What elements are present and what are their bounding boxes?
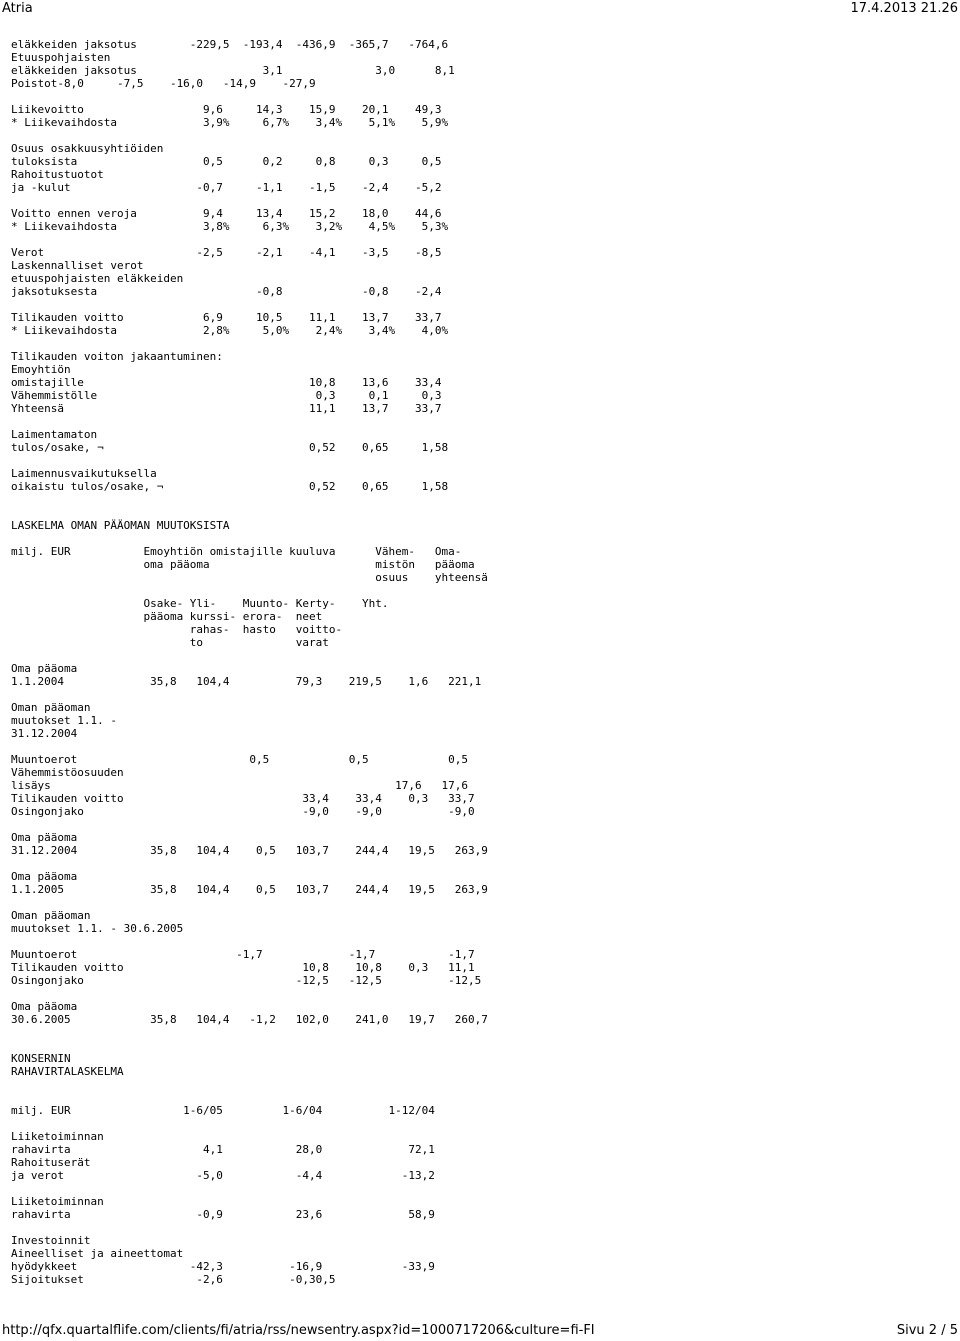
header-title: Atria xyxy=(2,1,33,16)
report-line: Oma pääoma xyxy=(11,1000,78,1013)
report-line: muutokset 1.1. - xyxy=(11,714,117,727)
report-line: Yhteensä 11,1 13,7 33,7 xyxy=(11,402,442,415)
report-line xyxy=(11,649,941,662)
report-line: rahas- hasto voitto- xyxy=(11,623,343,636)
report-line: Sijoitukset -2,6 -0,30,5 xyxy=(11,1273,336,1286)
report-line: LASKELMA OMAN PÄÄOMAN MUUTOKSISTA xyxy=(11,519,230,532)
report-line xyxy=(11,688,941,701)
report-line: etuuspohjaisten eläkkeiden xyxy=(11,272,184,285)
report-line xyxy=(11,194,941,207)
report-line: pääoma kurssi- erora- neet xyxy=(11,610,323,623)
print-header xyxy=(0,0,960,18)
report-line: Verot -2,5 -2,1 -4,1 -3,5 -8,5 xyxy=(11,246,442,259)
report-line: Tilikauden voiton jakaantuminen: xyxy=(11,350,223,363)
report-line: muutokset 1.1. - 30.6.2005 xyxy=(11,922,184,935)
report-line: to varat xyxy=(11,636,329,649)
report-line xyxy=(11,1026,941,1039)
report-line xyxy=(11,1039,941,1052)
report-line: * Liikevaihdosta 3,8% 6,3% 3,2% 4,5% 5,3% xyxy=(11,220,449,233)
report-line: ja verot -5,0 -4,4 -13,2 xyxy=(11,1169,435,1182)
report-line: Oma pääoma xyxy=(11,662,78,675)
report-line xyxy=(11,1078,941,1091)
footer-page-number: Sivu 2 / 5 xyxy=(896,1323,958,1338)
report-line: Liikevoitto 9,6 14,3 15,9 20,1 49,3 xyxy=(11,103,442,116)
report-line: Tilikauden voitto 10,8 10,8 0,3 11,1 xyxy=(11,961,475,974)
report-line xyxy=(11,506,941,519)
report-line: RAHAVIRTALASKELMA xyxy=(11,1065,124,1078)
report-line xyxy=(11,1117,941,1130)
report-line: milj. EUR 1-6/05 1-6/04 1-12/04 xyxy=(11,1104,435,1117)
report-line: rahavirta 4,1 28,0 72,1 xyxy=(11,1143,435,1156)
report-line xyxy=(11,415,941,428)
report-line xyxy=(11,298,941,311)
report-body xyxy=(11,38,941,1303)
report-line: Osingonjako -12,5 -12,5 -12,5 xyxy=(11,974,482,987)
report-line: tulos/osake, ¬ 0,52 0,65 1,58 xyxy=(11,441,449,454)
report-line: eläkkeiden jaksotus -229,5 -193,4 -436,9 -365,7 -764,6 xyxy=(11,38,449,51)
report-line xyxy=(11,1182,941,1195)
report-line: Voitto ennen veroja 9,4 13,4 15,2 18,0 44,6 xyxy=(11,207,442,220)
report-line xyxy=(11,857,941,870)
report-line: milj. EUR Emoyhtiön omistajille kuuluva Vähem- Oma- xyxy=(11,545,462,558)
report-line: rahavirta -0,9 23,6 58,9 xyxy=(11,1208,435,1221)
report-line: hyödykkeet -42,3 -16,9 -33,9 xyxy=(11,1260,435,1273)
report-line: 31.12.2004 xyxy=(11,727,78,740)
report-line: 31.12.2004 35,8 104,4 0,5 103,7 244,4 19,5 263,9 xyxy=(11,844,488,857)
report-line xyxy=(11,896,941,909)
report-line: 1.1.2004 35,8 104,4 79,3 219,5 1,6 221,1 xyxy=(11,675,482,688)
report-line: Oma pääoma xyxy=(11,870,78,883)
report-line: Oman pääoman xyxy=(11,909,91,922)
report-line: eläkkeiden jaksotus 3,1 3,0 8,1 xyxy=(11,64,455,77)
report-line xyxy=(11,740,941,753)
report-line xyxy=(11,1221,941,1234)
report-line: Osingonjako -9,0 -9,0 -9,0 xyxy=(11,805,475,818)
print-footer xyxy=(0,1322,960,1340)
report-line: Liiketoiminnan xyxy=(11,1130,104,1143)
report-line xyxy=(11,1091,941,1104)
report-line xyxy=(11,90,941,103)
report-line: Muuntoerot 0,5 0,5 0,5 xyxy=(11,753,468,766)
report-line xyxy=(11,493,941,506)
report-line xyxy=(11,584,941,597)
report-line: Rahoitustuotot xyxy=(11,168,104,181)
report-line: Aineelliset ja aineettomat xyxy=(11,1247,184,1260)
report-line: Oma pääoma xyxy=(11,831,78,844)
report-line: 30.6.2005 35,8 104,4 -1,2 102,0 241,0 19,7 260,7 xyxy=(11,1013,488,1026)
report-line xyxy=(11,935,941,948)
report-line xyxy=(11,129,941,142)
report-line: Muuntoerot -1,7 -1,7 -1,7 xyxy=(11,948,475,961)
report-line: Liiketoiminnan xyxy=(11,1195,104,1208)
report-line: Oman pääoman xyxy=(11,701,91,714)
report-line: ja -kulut -0,7 -1,1 -1,5 -2,4 -5,2 xyxy=(11,181,442,194)
report-line: Laskennalliset verot xyxy=(11,259,144,272)
report-line: Rahoituserät xyxy=(11,1156,91,1169)
report-line: Poistot-8,0 -7,5 -16,0 -14,9 -27,9 xyxy=(11,77,316,90)
report-line: lisäys 17,6 17,6 xyxy=(11,779,468,792)
report-line: Vähemmistölle 0,3 0,1 0,3 xyxy=(11,389,442,402)
report-line: Laimentamaton xyxy=(11,428,98,441)
report-line: Vähemmistöosuuden xyxy=(11,766,124,779)
report-line: Osake- Yli- Muunto- Kerty- Yht. xyxy=(11,597,389,610)
header-datetime: 17.4.2013 21.26 xyxy=(850,1,958,16)
report-line: Emoyhtiön xyxy=(11,363,71,376)
report-line: omistajille 10,8 13,6 33,4 xyxy=(11,376,442,389)
report-line xyxy=(11,987,941,1000)
report-line: * Liikevaihdosta 2,8% 5,0% 2,4% 3,4% 4,0% xyxy=(11,324,449,337)
report-line: Etuuspohjaisten xyxy=(11,51,111,64)
report-line: Osuus osakkuusyhtiöiden xyxy=(11,142,164,155)
report-line xyxy=(11,337,941,350)
report-line: Laimennusvaikutuksella xyxy=(11,467,157,480)
report-line: Tilikauden voitto 33,4 33,4 0,3 33,7 xyxy=(11,792,475,805)
report-line xyxy=(11,532,941,545)
report-line: jaksotuksesta -0,8 -0,8 -2,4 xyxy=(11,285,442,298)
report-line: KONSERNIN xyxy=(11,1052,71,1065)
report-line xyxy=(11,233,941,246)
report-line: Tilikauden voitto 6,9 10,5 11,1 13,7 33,7 xyxy=(11,311,442,324)
report-line: oikaistu tulos/osake, ¬ 0,52 0,65 1,58 xyxy=(11,480,449,493)
report-line: * Liikevaihdosta 3,9% 6,7% 3,4% 5,1% 5,9% xyxy=(11,116,449,129)
report-line: Investoinnit xyxy=(11,1234,91,1247)
report-line: osuus yhteensä xyxy=(11,571,488,584)
report-line xyxy=(11,454,941,467)
report-line xyxy=(11,818,941,831)
report-line: oma pääoma mistön pääoma xyxy=(11,558,475,571)
report-line: 1.1.2005 35,8 104,4 0,5 103,7 244,4 19,5 263,9 xyxy=(11,883,488,896)
footer-url[interactable]: http://qfx.quartalflife.com/clients/fi/atria/rss/newsentry.aspx?id=1000717206&culture=fi-FI xyxy=(2,1323,595,1338)
report-line: tuloksista 0,5 0,2 0,8 0,3 0,5 xyxy=(11,155,442,168)
